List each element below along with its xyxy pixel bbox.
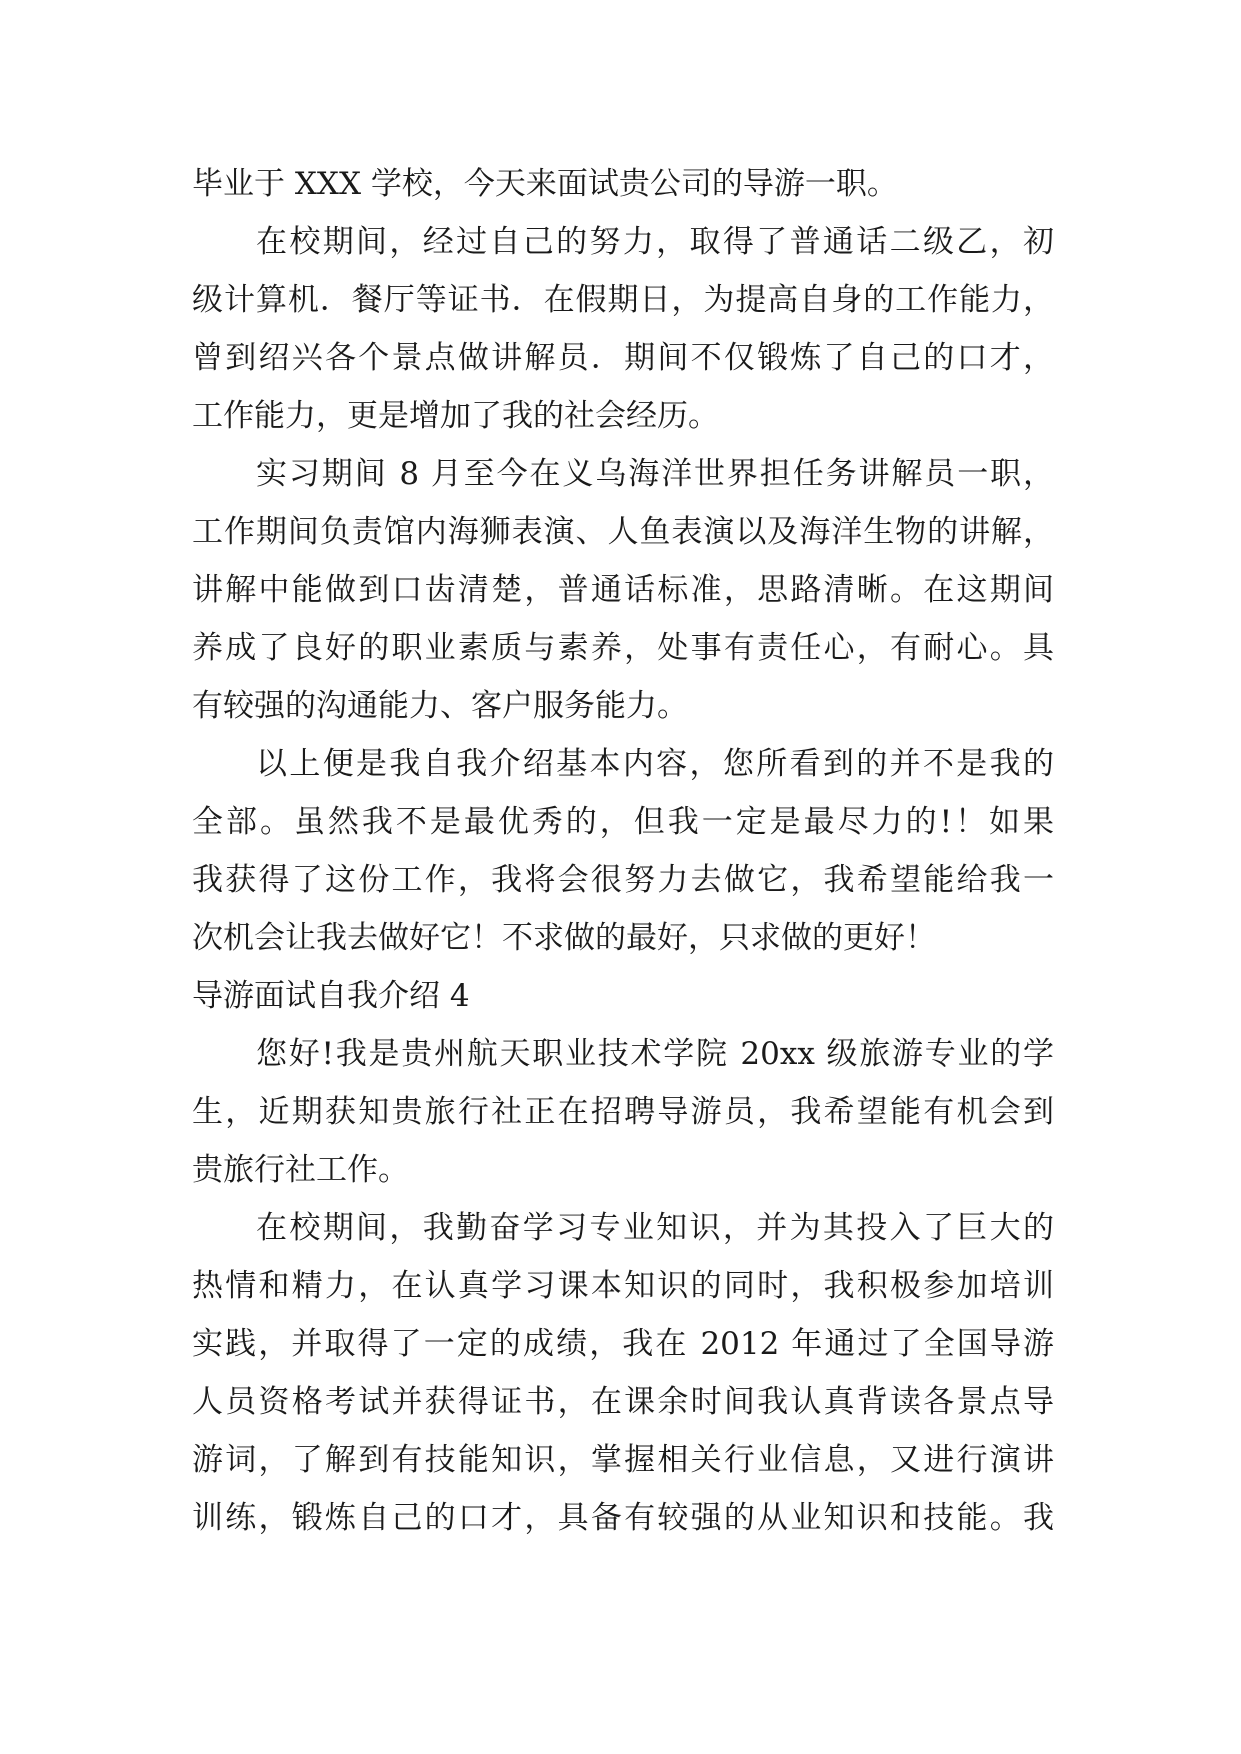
text-line: 有较强的沟通能力、客户服务能力。: [192, 688, 688, 724]
text-line: 训练，锻炼自己的口才，具备有较强的从业知识和技能。我: [192, 1500, 1054, 1536]
text-line: 游词，了解到有技能知识，掌握相关行业信息，又进行演讲: [192, 1442, 1054, 1478]
text-line: 我获得了这份工作，我将会很努力去做它，我希望能给我一: [192, 862, 1054, 898]
text-line: 曾到绍兴各个景点做讲解员．期间不仅锻炼了自己的口才，: [192, 340, 1054, 376]
text-line: 工作能力，更是增加了我的社会经历。: [192, 398, 719, 434]
text-line: 在校期间，经过自己的努力，取得了普通话二级乙，初: [256, 224, 1054, 260]
text-line: 贵旅行社工作。: [192, 1152, 409, 1188]
section-heading: 导游面试自我介绍 4: [192, 978, 470, 1014]
text-line: 以上便是我自我介绍基本内容，您所看到的并不是我的: [256, 746, 1054, 782]
text-line: 全部。虽然我不是最优秀的，但我一定是最尽力的!！如果: [192, 804, 1054, 840]
text-line: 热情和精力，在认真学习课本知识的同时，我积极参加培训: [192, 1268, 1054, 1304]
text-line: 讲解中能做到口齿清楚，普通话标准，思路清晰。在这期间: [192, 572, 1054, 608]
text-line: 您好!我是贵州航天职业技术学院 20xx 级旅游专业的学: [256, 1036, 1054, 1072]
text-line: 养成了良好的职业素质与素养，处事有责任心，有耐心。具: [192, 630, 1054, 666]
text-line: 工作期间负责馆内海狮表演、人鱼表演以及海洋生物的讲解，: [192, 514, 1054, 550]
text-line: 级计算机．餐厅等证书．在假期日，为提高自身的工作能力，: [192, 282, 1054, 318]
text-line: 毕业于 XXX 学校，今天来面试贵公司的导游一职。: [192, 166, 898, 202]
text-line: 次机会让我去做好它！不求做的最好，只求做的更好！: [192, 920, 936, 956]
text-line: 在校期间，我勤奋学习专业知识，并为其投入了巨大的: [256, 1210, 1054, 1246]
text-line: 生，近期获知贵旅行社正在招聘导游员，我希望能有机会到: [192, 1094, 1054, 1130]
text-line: 实践，并取得了一定的成绩，我在 2012 年通过了全国导游: [192, 1326, 1054, 1362]
text-line: 人员资格考试并获得证书，在课余时间我认真背读各景点导: [192, 1384, 1054, 1420]
text-line: 实习期间 8 月至今在义乌海洋世界担任务讲解员一职，: [256, 456, 1054, 492]
